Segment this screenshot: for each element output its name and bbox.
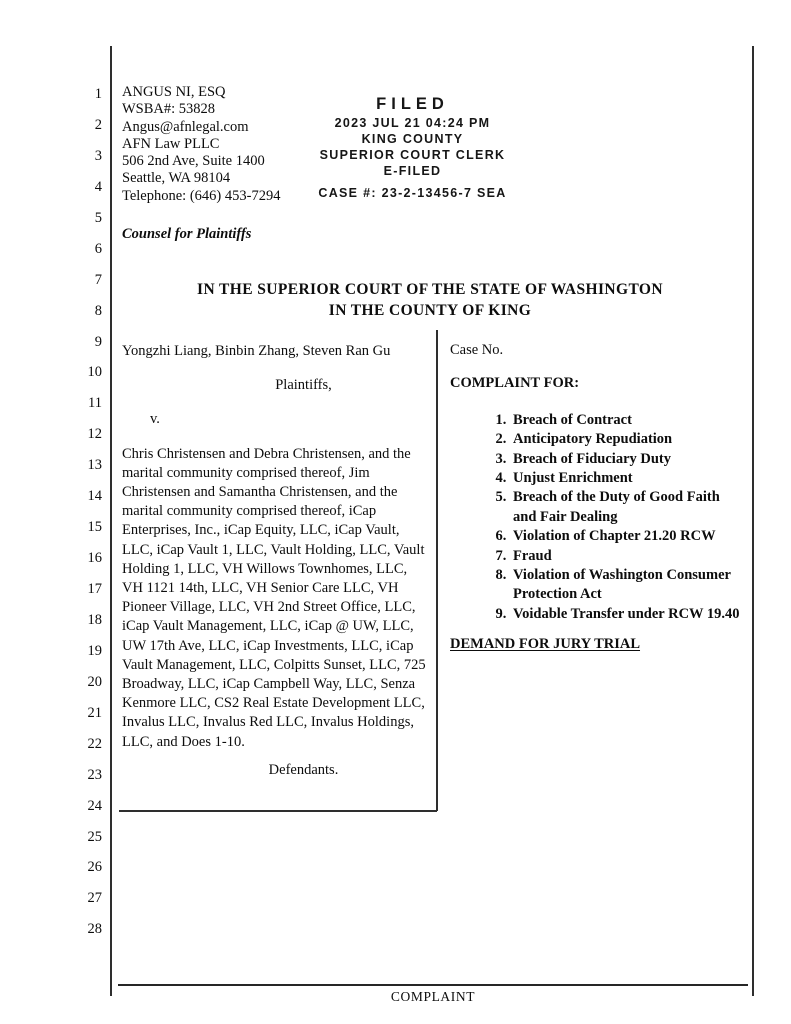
claim-item: 7. Fraud: [510, 547, 746, 566]
claims-list: [450, 411, 746, 624]
caption-parties: [122, 342, 430, 780]
attorney-firm: AFN Law PLLC: [122, 135, 220, 152]
line-number: 28: [87, 921, 102, 938]
stamp-efiled-label: E-FILED: [383, 164, 442, 178]
line-number: 5: [94, 209, 102, 226]
line-number: 25: [87, 828, 102, 845]
line-number: 15: [87, 519, 102, 536]
stamp-filed-label: FILED: [376, 95, 449, 113]
jury-demand-heading: DEMAND FOR JURY TRIAL: [450, 636, 641, 653]
line-number: 22: [87, 735, 102, 752]
caption-bottom-line: [119, 810, 437, 812]
line-number: 16: [87, 550, 102, 567]
complaint-for-heading: COMPLAINT FOR:: [450, 375, 580, 392]
line-number-column: [58, 86, 102, 952]
pleading-left-rule: [110, 46, 112, 996]
line-number: 27: [87, 890, 102, 907]
claim-item: 4. Unjust Enrichment: [510, 469, 746, 488]
line-number: 1: [94, 86, 102, 102]
line-number: 24: [87, 797, 102, 814]
versus-label: v.: [150, 411, 160, 428]
line-number: 21: [87, 704, 102, 721]
line-number: 13: [87, 457, 102, 474]
footer-title: COMPLAINT: [390, 989, 476, 1004]
claim-item: 2. Anticipatory Repudiation: [510, 430, 746, 449]
attorney-block: [122, 84, 280, 205]
line-number: 8: [94, 302, 102, 319]
claim-item: 3. Breach of Fiduciary Duty: [510, 450, 746, 469]
line-number: 4: [94, 178, 102, 195]
attorney-street: 506 2nd Ave, Suite 1400: [122, 153, 265, 170]
defendants-label: Defendants.: [268, 761, 339, 778]
line-number: 18: [87, 611, 102, 628]
line-number: 12: [87, 426, 102, 443]
attorney-wsba: WSBA#: 53828: [122, 101, 216, 118]
plaintiff-names: Yongzhi Liang, Binbin Zhang, Steven Ran Gu: [122, 343, 391, 359]
line-number: 17: [87, 581, 102, 597]
pleading-right-rule: [752, 46, 754, 996]
plaintiffs-label: Plaintiffs,: [275, 377, 332, 394]
attorney-name: ANGUS NI, ESQ: [122, 84, 226, 100]
caption-divider-line: [436, 330, 438, 811]
court-title-line2: IN THE COUNTY OF KING: [328, 301, 532, 319]
line-number: 7: [94, 271, 102, 288]
line-number: 19: [87, 642, 102, 659]
stamp-datetime: 2023 JUL 21 04:24 PM: [334, 116, 491, 130]
line-number: 20: [87, 673, 102, 690]
defendant-names: Chris Christensen and Debra Christensen, and the marital community comprised thereof, Jim Christensen and Samantha Christensen, and the marital community comprised thereof, iCap Enterprises, Inc., iCap Equity, LLC, iCap Vault, LLC, iCap Vault 1, LLC, Vault Holding, LLC, Vault Holding 1, LLC, VH Willows Townhomes, LLC, VH 1121 14th, LLC, VH Senior Care LLC, VH Pioneer Village, LLC, VH 2nd Street Office, LLC, iCap Vault Management, LLC, iCap @ UW, LLC, UW 17th Ave, LLC, iCap Investments, LLC, iCap Vault Management, LLC, Colpitts Sunset, LLC, 725 Broadway, LLC, iCap Campbell Way, LLC, Senza Kenmore LLC, CS2 Real Estate Development LLC, Invalus LLC, Invalus Red LLC, Invalus Holdings, LLC, and Does 1-10.: [122, 445, 426, 750]
claim-item: 9. Voidable Transfer under RCW 19.40: [510, 605, 746, 624]
case-number-label: Case No.: [450, 342, 504, 358]
stamp-clerk: SUPERIOR COURT CLERK: [319, 148, 506, 162]
attorney-phone: Telephone: (646) 453-7294: [122, 187, 281, 204]
attorney-email: Angus@afnlegal.com: [122, 118, 249, 135]
claim-item: 8. Violation of Washington Consumer Protection Act: [510, 566, 746, 605]
filing-stamp: [285, 96, 540, 201]
line-number: 3: [94, 147, 102, 164]
claim-item: 1. Breach of Contract: [510, 411, 746, 430]
line-number: 2: [94, 116, 102, 133]
court-title: [118, 280, 742, 321]
claim-item: 6. Violation of Chapter 21.20 RCW: [510, 527, 746, 546]
line-number: 10: [87, 364, 102, 381]
line-number: 11: [88, 395, 102, 412]
case-info-column: [450, 341, 746, 655]
stamp-case-number: CASE #: 23-2-13456-7 SEA: [318, 186, 507, 200]
line-number: 14: [87, 488, 102, 505]
court-title-line1: IN THE SUPERIOR COURT OF THE STATE OF WASHINGTON: [197, 281, 663, 298]
line-number: 6: [94, 240, 102, 257]
stamp-county: KING COUNTY: [361, 132, 464, 146]
line-number: 9: [94, 333, 102, 350]
claim-item: 5. Breach of the Duty of Good Faith and Fair Dealing: [510, 488, 746, 527]
counsel-note: Counsel for Plaintiffs: [122, 226, 252, 242]
footer-rule: [118, 984, 748, 986]
line-number: 26: [87, 859, 102, 876]
attorney-city: Seattle, WA 98104: [122, 170, 231, 187]
line-number: 23: [87, 766, 102, 783]
